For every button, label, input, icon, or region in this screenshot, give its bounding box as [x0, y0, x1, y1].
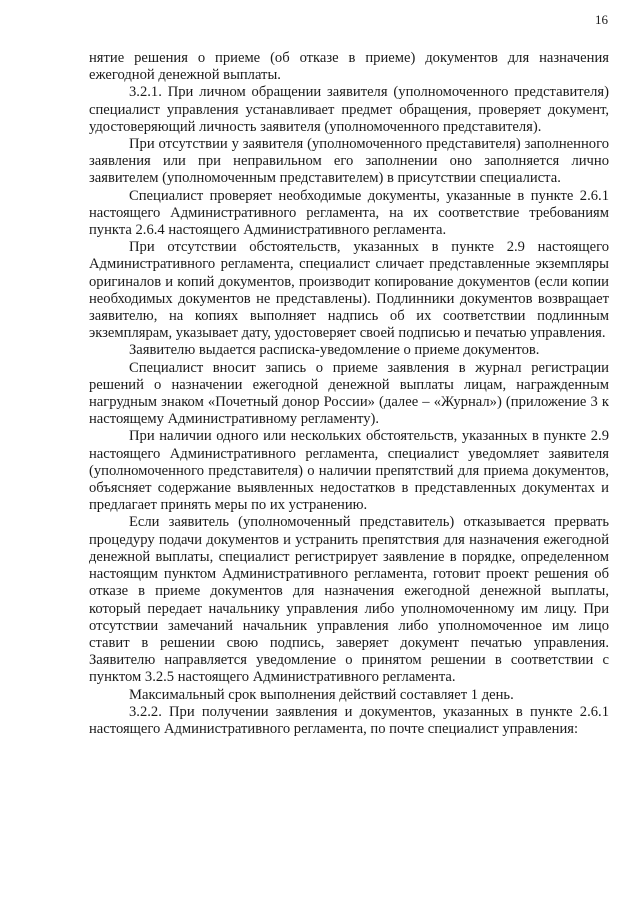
paragraph-1: нятие решения о приеме (об отказе в приеме) документов для назначения ежегодной денежной выплаты.: [89, 50, 609, 84]
paragraph-10: Максимальный срок выполнения действий составляет 1 день.: [129, 686, 514, 703]
page-number: 16: [595, 12, 608, 27]
paragraph-4: Специалист проверяет необходимые документы, указанные в пункте 2.6.1 настоящего Административного регламента, на их соответствие требованиям пункта 2.6.4 настоящего Административного регламента.: [89, 187, 609, 239]
paragraph-8: При наличии одного или нескольких обстоятельств, указанных в пункте 2.9 настоящего Административного регламента, специалист уведомляет заявителя (уполномоченного представителя) о наличии препятствий для приема документов, объясняет содержание выявленных недостатков в представленных документах и предлагает принять меры по их устранению.: [89, 428, 609, 514]
paragraph-6: Заявителю выдается расписка-уведомление о приеме документов.: [129, 342, 540, 359]
document-body: [89, 50, 609, 738]
paragraph-7: Специалист вносит запись о приеме заявления в журнал регистрации решений о назначении ежегодной денежной выплаты лицам, награжденным нагрудным знаком «Почетный донор России» (далее – «Журнал») (приложение 3 к настоящему Административному регламенту).: [89, 359, 609, 428]
paragraph-2: 3.2.1. При личном обращении заявителя (уполномоченного представителя) специалист управления устанавливает предмет обращения, проверяет документ, удостоверяющий личность заявителя (уполномоченного представителя).: [89, 84, 609, 135]
paragraph-5: При отсутствии обстоятельств, указанных в пункте 2.9 настоящего Административного регламента, специалист сличает представленные экземпляры оригиналов и копий документов, производит копирование документов (если копии необходимых документов не представлены). Подлинники документов возвращает заявителю, на копиях выполняет надпись об их соответствии подлинным экземплярам, указывает дату, удостоверяет своей подписью и печатью управления.: [89, 239, 609, 342]
paragraph-9: Если заявитель (уполномоченный представитель) отказывается прервать процедуру подачи документов и устранить препятствия для назначения ежегодной денежной выплаты, специалист регистрирует заявление в порядке, определенном настоящим пунктом Административного регламента, готовит проект решения об отказе в приеме документов для назначения ежегодной денежной выплаты, который передает начальнику управления либо уполномоченному им лицу. При отсутствии замечаний начальник управления либо уполномоченное им лицо ставит в решении свою подпись, заверяет документ печатью управления. Заявителю направляется уведомление о принятом решении в соответствии с пунктом 3.2.5 настоящего Административного регламента.: [89, 514, 609, 686]
paragraph-11: 3.2.2. При получении заявления и документов, указанных в пункте 2.6.1 настоящего Административного регламента, по почте специалист управления:: [89, 703, 609, 737]
paragraph-3: При отсутствии у заявителя (уполномоченного представителя) заполненного заявления или при неправильном его заполнении оно заполняется лично заявителем (уполномоченным представителем) в присутствии специалиста.: [89, 136, 609, 187]
